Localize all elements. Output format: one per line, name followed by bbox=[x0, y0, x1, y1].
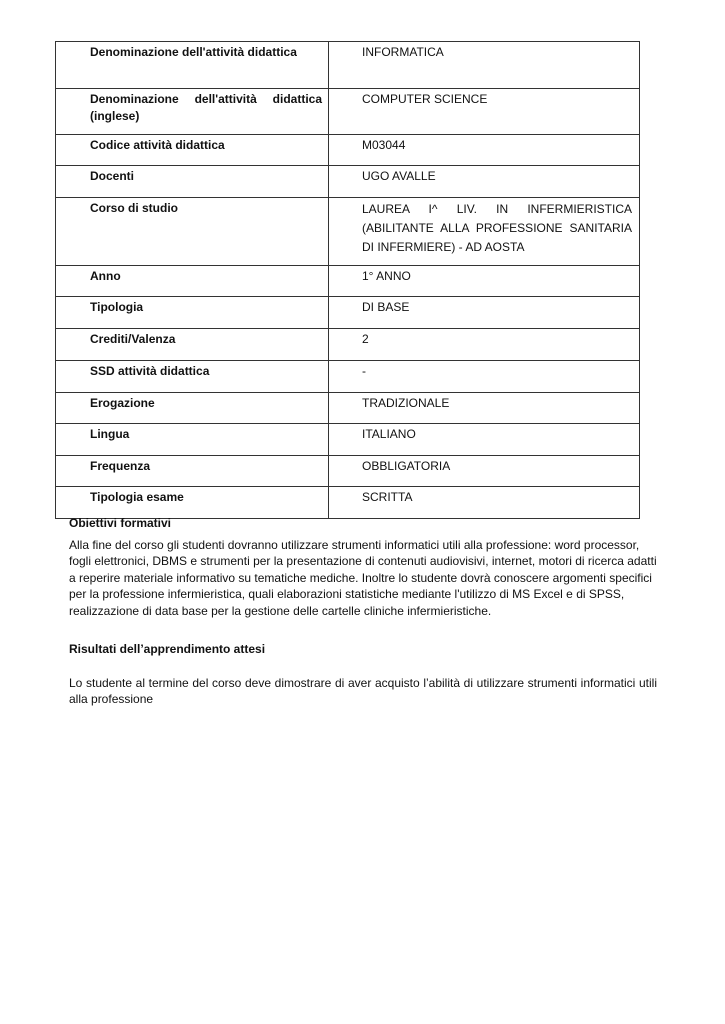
table-row bbox=[56, 487, 640, 519]
results-title: Risultati dell’apprendimento attesi bbox=[69, 642, 266, 656]
table-row bbox=[56, 329, 640, 361]
row-value-denominazione: INFORMATICA bbox=[329, 42, 640, 89]
row-label-crediti: Crediti/Valenza bbox=[56, 329, 329, 361]
row-value-tipologia-esame: SCRITTA bbox=[329, 487, 640, 519]
row-value-codice: M03044 bbox=[329, 135, 640, 166]
row-label-frequenza: Frequenza bbox=[56, 456, 329, 487]
table-row bbox=[56, 198, 640, 266]
course-info-table bbox=[55, 41, 640, 519]
row-label-lingua: Lingua bbox=[56, 424, 329, 456]
table-row bbox=[56, 456, 640, 487]
results-section bbox=[69, 641, 657, 708]
row-value-corso-di-studio: LAUREA I^ LIV. IN INFERMIERISTICA (ABILITANTE ALLA PROFESSIONE SANITARIA DI INFERMIERE) - AD AOSTA bbox=[329, 198, 640, 266]
row-value-ssd: - bbox=[329, 361, 640, 393]
table-row bbox=[56, 135, 640, 166]
row-label-codice: Codice attività didattica bbox=[56, 135, 329, 166]
table-row bbox=[56, 361, 640, 393]
objectives-title: Obiettivi formativi bbox=[69, 516, 172, 530]
table-row bbox=[56, 89, 640, 135]
row-label-tipologia-esame: Tipologia esame bbox=[56, 487, 329, 519]
row-label-denominazione: Denominazione dell'attività didattica bbox=[56, 42, 329, 89]
objectives-text: Alla fine del corso gli studenti dovranno utilizzare strumenti informatici utili alla professione: word processor, fogli elettronici, DBMS e strumenti per la presentazione di contenuti audiovisivi, internet, motori di ricerca adatti a reperire materiale informativo su tematiche mediche. Inoltre lo studente dovrà conoscere argomenti specifici per la professione infermieristica, quali elaborazioni statistiche mediante l'utilizzo di MS Excel e di SPSS, realizzazione di data base per la gestione delle cartelle cliniche infermieristiche. bbox=[69, 537, 657, 618]
table-row bbox=[56, 266, 640, 297]
table-row bbox=[56, 42, 640, 89]
row-value-erogazione: TRADIZIONALE bbox=[329, 393, 640, 424]
row-label-denominazione-inglese: Denominazione dell'attività didattica (inglese) bbox=[56, 89, 329, 135]
row-value-lingua: ITALIANO bbox=[329, 424, 640, 456]
table-row bbox=[56, 297, 640, 329]
row-label-erogazione: Erogazione bbox=[56, 393, 329, 424]
row-value-frequenza: OBBLIGATORIA bbox=[329, 456, 640, 487]
row-label-docenti: Docenti bbox=[56, 166, 329, 198]
row-label-corso-di-studio: Corso di studio bbox=[56, 198, 329, 266]
row-value-denominazione-inglese: COMPUTER SCIENCE bbox=[329, 89, 640, 135]
table-row bbox=[56, 166, 640, 198]
row-value-docenti: UGO AVALLE bbox=[329, 166, 640, 198]
row-label-tipologia: Tipologia bbox=[56, 297, 329, 329]
row-value-crediti: 2 bbox=[329, 329, 640, 361]
row-value-tipologia: DI BASE bbox=[329, 297, 640, 329]
results-text: Lo studente al termine del corso deve dimostrare di aver acquisto l’abilità di utilizzare strumenti informatici utili alla professione bbox=[69, 675, 657, 706]
row-label-anno: Anno bbox=[56, 266, 329, 297]
objectives-section bbox=[69, 515, 657, 619]
row-label-ssd: SSD attività didattica bbox=[56, 361, 329, 393]
table-row bbox=[56, 424, 640, 456]
table-row bbox=[56, 393, 640, 424]
row-value-anno: 1° ANNO bbox=[329, 266, 640, 297]
